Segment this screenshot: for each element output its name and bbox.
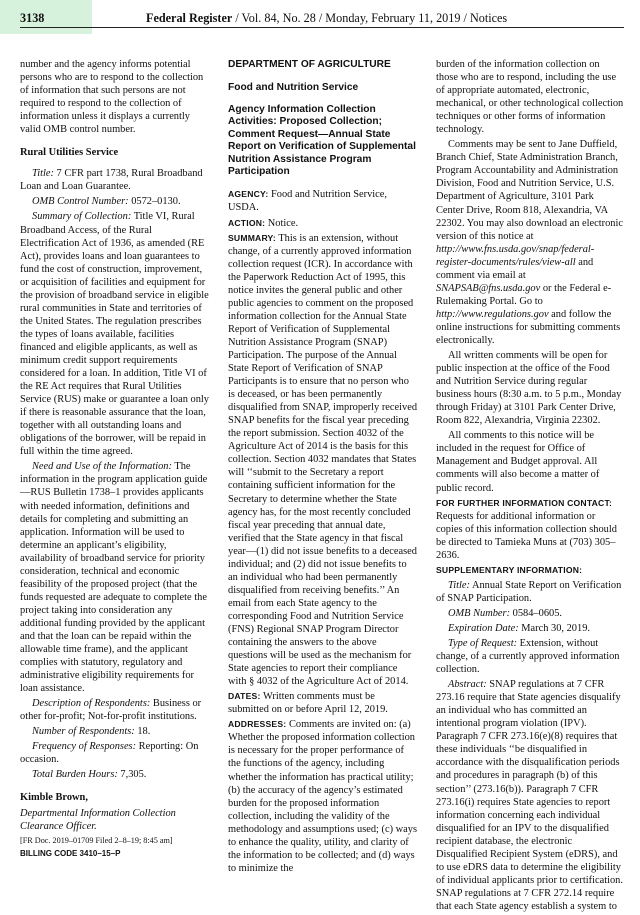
agency-line: AGENCY: Food and Nutrition Service, USDA. xyxy=(228,189,388,214)
fr-doc-line: [FR Doc. 2019–01709 Filed 2–8–19; 8:45 am] xyxy=(20,835,173,845)
title-line: Title: Annual State Report on Verification of SNAP Participation. xyxy=(436,579,622,604)
section-heading: Rural Utilities Service xyxy=(20,147,119,159)
column-1 xyxy=(20,58,210,861)
total-burden-hours: Total Burden Hours: 7,305. xyxy=(32,769,147,781)
expiration-line: Expiration Date: March 30, 2019. xyxy=(448,622,590,634)
download-link[interactable]: http://www.fns.usda.gov/snap/federal-register-documents/rules/view-all xyxy=(436,243,595,268)
contact-section: FOR FURTHER INFORMATION CONTACT: Requests for additional information or copies of this information collection should be directed to Tamieka Muns at (703) 305–2636. xyxy=(436,497,617,561)
running-head xyxy=(146,9,507,27)
omb-number-line: OMB Number: 0584–0605. xyxy=(448,607,562,619)
page-header xyxy=(20,9,624,28)
inspection-paragraph: All written comments will be open for public inspection at the office of the Food and Nutrition Service during regular business hours (8:30 a.m. to 5 p.m., Monday through Friday) at 3101 Park Center Drive, Room 822, Alexandria, Virginia 22302. xyxy=(436,350,622,427)
column-2 xyxy=(228,58,418,877)
abstract-section: Abstract: SNAP regulations at 7 CFR 273.16 require that State agencies disqualify an individual who has committed an intentional program violation (IPV). Paragraph 7 CFR 273.16(e)(8) requires that these individuals ‘‘be disqualified in accordance with the disqualification periods and procedures in paragraph (b) of this section’’ (273.16(b)). Paragraph 7 CFR 273.16(i) requires State agencies to report information concerning each individual disqualified for an IPV to the disqualified recipient database, the electronic Disqualified Recipient System (eDRS), and to use eDRS data to determine the eligibility of individual applicants prior to certification. SNAP regulations at 7 CFR 272.14 require that each State agency establish a system to xyxy=(436,679,623,912)
dates-section: DATES: Written comments must be submitted on or before April 12, 2019. xyxy=(228,691,388,716)
signer-title: Departmental Information Collection Clearance Officer. xyxy=(20,807,176,832)
summary-section: SUMMARY: This is an extension, without change, of a currently approved information collection request (ICR). In accordance with the Paperwork Reduction Act of 1995, this notice invites the general public and other public agencies to comment on the proposed information collection for the Annual State Report of Verification of Supplemental Nutrition Assistance Program (SNAP) Participation. The purpose of the Annual State Report of Verification of SNAP Participants is to ensure that no person who is deceased, or has been permanently disqualified from SNAP, improperly received SNAP benefits for the fiscal year preceding the report submission. Section 4032 of the Agriculture Act of 2014 is the basis for this collection. Section 4032 mandates that States will ‘‘submit to the Secretary a report containing sufficient information for the Secretary to determine whether the State agency has, for the most recently concluded fiscal year preceding that annual date, verified that the State agency in that fiscal year—(1) did not issue benefits to a deceased individual; and (2) did not issue benefits to an individual who had been permanently disqualified from receiving benefits.’’ An email from each State agency to the corresponding Food and Nutrition Service (FNS) Regional SNAP Program Director containing the answers to the above questions will be used as the mechanism for State agencies to report their compliance with § 4032 of the Agriculture Act of 2014. xyxy=(228,232,418,688)
email-link[interactable]: SNAPSAB@fns.usda.gov xyxy=(436,282,541,294)
title-line: Title: 7 CFR part 1738, Rural Broadband Loan and Loan Guarantee. xyxy=(20,168,203,193)
document-title: Agency Information Collection Activities: Proposed Collection; Comment Request—Annual State Report on Verification of Supplemental Nutrition Assistance Program Participation xyxy=(228,104,416,178)
column-3 xyxy=(436,58,624,915)
signer-name: Kimble Brown, xyxy=(20,792,88,804)
frequency-of-responses: Frequency of Responses: Reporting: On occasion. xyxy=(20,741,199,766)
billing-code: BILLING CODE 3410–15–P xyxy=(20,848,121,858)
addresses-section: ADDRESSES: Comments are invited on: (a) Whether the proposed information collection is necessary for the proper performance of the functions of the agency, including whether the information has practical utility; (b) the accuracy of the agency’s estimated burden for the proposed information collection, including the validity of the methodology and assumptions used; (c) ways to enhance the quality, utility, and clarity of the information to be collected; and (d) ways to minimize the xyxy=(228,719,418,874)
number-of-respondents: Number of Respondents: 18. xyxy=(32,726,151,738)
continued-paragraph: burden of the information collection on those who are to respond, including the use of appropriate automated, electronic, mechanical, or other technological collection techniques or other forms of information technology. xyxy=(436,59,624,136)
issue-info: / Vol. 84, No. 28 / Monday, February 11, 2019 / Notices xyxy=(232,11,508,25)
agency-subheading: Food and Nutrition Service xyxy=(228,82,359,93)
continued-paragraph: number and the agency informs potential persons who are to respond to the collection of information that such persons are not required to respond to the collection of information unless it displays a currently valid OMB control number. xyxy=(20,59,204,136)
summary-of-collection: Summary of Collection: Title VI, Rural Broadband Access, of the Rural Electrification Act of 1936, as amended (RE Act), provides loans and loan guarantees to fund the cost of construction, improvement, or acquisition of facilities and equipment for the provision of broadband service in eligible rural communities in State and territories of the United States. The regulation prescribes the types of loans available, facilities financed and eligible applicants, as well as minimum credit support requirements considered for a loan. In addition, Title VI of the RE Act requires that Rural Utilities Service (RUS) make or guarantee a loan only if there is reasonable assurance that the loan, together with all outstanding loans and obligations of the borrower, will be repaid in full within the time agreed. xyxy=(20,211,209,458)
omb-line: OMB Control Number: 0572–0130. xyxy=(32,196,181,208)
regulations-link[interactable]: http://www.regulations.gov xyxy=(436,308,549,320)
description-of-respondents: Description of Respondents: Business or other for-profit; Not-for-profit institutions. xyxy=(20,698,202,723)
record-paragraph: All comments to this notice will be included in the request for Office of Management and Budget approval. All comments will also become a matter of public record. xyxy=(436,430,600,494)
action-line: ACTION: Notice. xyxy=(228,217,299,229)
supplementary-label: SUPPLEMENTARY INFORMATION: xyxy=(436,564,583,575)
request-type-line: Type of Request: Extension, without change, of a currently approved information collection. xyxy=(436,638,620,676)
department-heading: DEPARTMENT OF AGRICULTURE xyxy=(228,59,391,70)
page-number: 3138 xyxy=(20,11,45,25)
comments-paragraph: Comments may be sent to Jane Duffield, Branch Chief, State Administration Branch, Program Accountability and Administration Division, Food and Nutrition Service, U.S. Department of Agriculture, 3101 Park Center Drive, Room 818, Alexandria, VA 22302. You may also download an electronic version of this notice at http://www.fns.usda.gov/snap/federal-register-documents/rules/view-all and comment via email at SNAPSAB@fns.usda.gov or the Federal e-Rulemaking Portal. Go to http://www.regulations.gov and follow the online instructions for submitting comments electronically. xyxy=(436,139,623,346)
need-and-use: Need and Use of the Information: The information in the program application guide—RUS Bulletin 1738–1 provides applicants with needed information, definitions and details for completing and submitting an application. Information will be used to determine an applicant’s eligibility, availability of broadband service for priority consideration, technical and economic feasibility of the proposed project (that the funds requested are adequate to complete the project taking into consideration any additional funding provided by the applicant and that the loan can be repaid within the allowable time frame), and the applicant complies with statutory, regulatory and administrative eligibility requirements for loan assistance. xyxy=(20,461,208,695)
publication-name: Federal Register xyxy=(146,11,233,25)
